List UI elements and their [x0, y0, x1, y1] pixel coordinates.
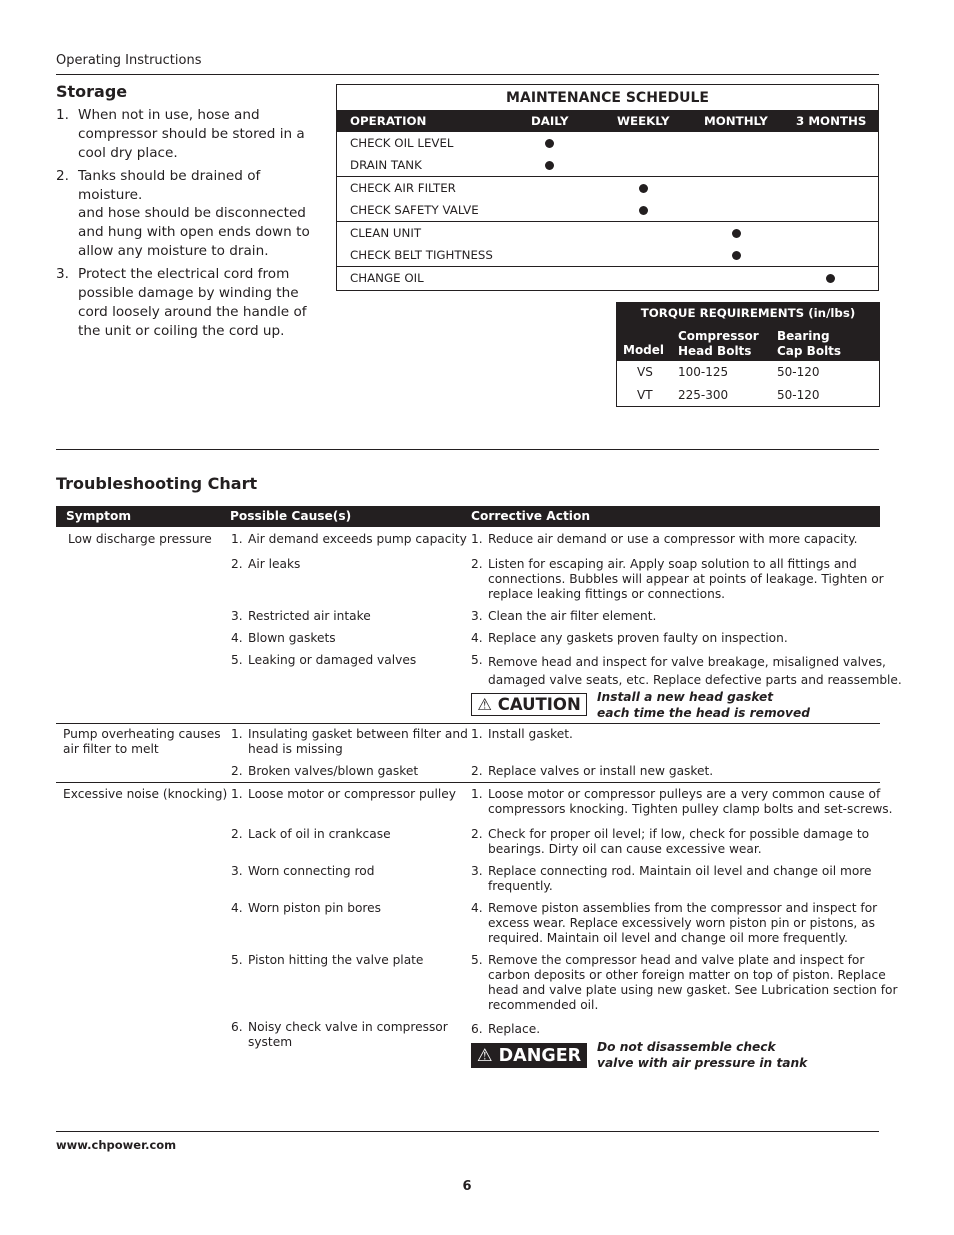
action-text: Install gasket. [488, 727, 573, 741]
action-number: 1. [471, 532, 483, 546]
action-text: Reduce air demand or use a compressor with more capacity. [488, 532, 858, 546]
maintenance-group [337, 222, 878, 267]
cause-number: 2. [231, 557, 243, 571]
cause-text: Leaking or damaged valves [248, 653, 417, 667]
troubleshooting-title: Troubleshooting Chart [56, 474, 258, 493]
storage-item: 2. Tanks should be drained of moisture. and hose should be disconnected and hung with open ends down to allow any moisture to drain. [56, 167, 310, 260]
section-header: Operating Instructions [56, 53, 202, 68]
action-number: 6. [471, 1022, 483, 1036]
cause-text: Worn connecting rod [248, 864, 375, 878]
cause-text: Blown gaskets [248, 631, 336, 645]
cause-text: Noisy check valve in compressor system [248, 1020, 448, 1049]
action-number: 5. [471, 653, 483, 667]
danger-label: ⚠ DANGER [471, 1043, 587, 1068]
col-weekly: WEEKLY [617, 114, 670, 128]
col-model: Model [623, 343, 665, 357]
cause-text: Worn piston pin bores [248, 901, 381, 915]
action-text: Replace any gaskets proven faulty on inspection. [488, 631, 788, 645]
operation-label: CHECK BELT TIGHTNESS [350, 248, 493, 262]
storage-title: Storage [56, 82, 128, 101]
action-number: 2. [471, 557, 483, 571]
cause-text: Insulating gasket between filter and head is missing [248, 727, 468, 756]
cause-number: 2. [231, 827, 243, 841]
col-symptom: Symptom [66, 509, 132, 523]
cause-text: Lack of oil in crankcase [248, 827, 391, 841]
action-text: Loose motor or compressor pulleys are a very common cause of compressors knocking. Tighten pulley clamp bolts and set-screws. [488, 787, 893, 816]
storage-item: 3. Protect the electrical cord from possible damage by winding the cord loosely around the handle of the unit or coiling the cord up. [56, 266, 307, 339]
col-cap-bolts-2: Cap Bolts [777, 344, 842, 358]
action-text: Clean the air filter element. [488, 609, 657, 623]
maintenance-row [337, 154, 878, 176]
cause-number: 2. [231, 764, 243, 778]
col-action: Corrective Action [471, 509, 590, 523]
operation-label: CHECK AIR FILTER [350, 181, 456, 195]
cause-text: Loose motor or compressor pulley [248, 787, 456, 801]
maintenance-row [337, 267, 878, 289]
schedule-dot-icon [732, 222, 741, 245]
symptom: Pump overheating causes air filter to melt [63, 727, 221, 756]
cause-number: 3. [231, 609, 243, 623]
cause-text: Air leaks [248, 557, 301, 571]
maintenance-group [337, 177, 878, 222]
maintenance-row [337, 199, 878, 221]
maintenance-schedule-table [336, 84, 879, 291]
cause-number: 4. [231, 901, 243, 915]
page-number: 6 [462, 1179, 472, 1194]
col-operation: OPERATION [350, 114, 427, 128]
cause-number: 1. [231, 532, 243, 546]
warning-triangle-icon: ⚠ [476, 1046, 493, 1066]
cause-number: 6. [231, 1020, 243, 1034]
operation-label: CLEAN UNIT [350, 226, 422, 240]
operation-label: CHECK OIL LEVEL [350, 136, 454, 150]
action-number: 2. [471, 827, 483, 841]
operation-label: CHECK SAFETY VALVE [350, 203, 479, 217]
torque-header [617, 303, 879, 361]
col-head-bolts-2: Head Bolts [678, 344, 752, 358]
maintenance-row [337, 244, 878, 266]
cause-text: Air demand exceeds pump capacity [248, 532, 467, 546]
maintenance-body [337, 132, 878, 289]
maintenance-row [337, 222, 878, 244]
action-text: Remove piston assemblies from the compressor and inspect for excess wear. Replace excessively worn piston pin or pistons, as required. Maintain oil level and change oil more frequently. [488, 901, 878, 945]
cause-number: 5. [231, 653, 243, 667]
cause-text: Piston hitting the valve plate [248, 953, 424, 967]
caution-label: ⚠ CAUTION [471, 693, 587, 716]
torque-row: VS 100-125 50-120 [637, 365, 820, 379]
cause-number: 3. [231, 864, 243, 878]
symptom: Excessive noise (knocking) [63, 787, 228, 801]
col-daily: DAILY [531, 114, 569, 128]
cause-number: 1. [231, 727, 243, 741]
schedule-dot-icon [826, 267, 835, 290]
action-number: 1. [471, 727, 483, 741]
col-causes: Possible Cause(s) [230, 509, 352, 523]
operation-label: DRAIN TANK [350, 158, 422, 172]
action-text: Replace. [488, 1022, 541, 1036]
action-text: Listen for escaping air. Apply soap solution to all fittings and connections. Bubbles will appear at points of leakage. Tighten or replace leaking fittings or connections. [488, 557, 884, 601]
action-text: Check for proper oil level; if low, check for possible damage to bearings. Dirty oil can cause excessive wear. [488, 827, 870, 856]
col-cap-bolts-1: Bearing [777, 329, 830, 343]
storage-item: 1. When not in use, hose and compressor should be stored in a cool dry place. [56, 107, 305, 161]
action-text: Replace valves or install new gasket. [488, 764, 714, 778]
action-number: 3. [471, 609, 483, 623]
col-3-months: 3 MONTHS [796, 114, 867, 128]
col-head-bolts-1: Compressor [678, 329, 759, 343]
divider [56, 1131, 879, 1132]
schedule-dot-icon [639, 177, 648, 200]
action-number: 4. [471, 901, 483, 915]
storage-list [56, 106, 326, 345]
danger-text: Do not disassemble check valve with air pressure in tank [597, 1040, 808, 1070]
caution-text: Install a new head gasket each time the head is removed [597, 690, 810, 720]
maintenance-header-row [337, 110, 878, 132]
torque-row: VT 225-300 50-120 [637, 388, 820, 402]
schedule-dot-icon [639, 199, 648, 222]
cause-text: Restricted air intake [248, 609, 371, 623]
col-monthly: MONTHLY [704, 114, 768, 128]
torque-table [616, 302, 880, 407]
cause-number: 4. [231, 631, 243, 645]
action-text: Remove the compressor head and valve plate and inspect for carbon deposits or other foreign matter on top of piston. Replace head and valve plate using new gasket. See Lubrication section for recommended oil. [488, 953, 898, 1012]
maintenance-row [337, 177, 878, 199]
troubleshooting-header-row [56, 506, 880, 527]
maintenance-row [337, 132, 878, 154]
action-number: 2. [471, 764, 483, 778]
divider [56, 449, 879, 450]
divider [56, 74, 879, 75]
action-text: Remove head and inspect for valve breakage, misaligned valves, damaged valve seats, etc. Replace defective parts and reassemble. [488, 655, 902, 687]
footer-url: www.chpower.com [56, 1138, 177, 1152]
maintenance-group [337, 267, 878, 289]
warning-triangle-icon: ⚠ [477, 695, 493, 714]
action-number: 1. [471, 787, 483, 801]
maintenance-group [337, 132, 878, 177]
torque-title: TORQUE REQUIREMENTS (in/lbs) [640, 306, 856, 320]
cause-text: Broken valves/blown gasket [248, 764, 419, 778]
action-number: 4. [471, 631, 483, 645]
action-text: Replace connecting rod. Maintain oil level and change oil more frequently. [488, 864, 872, 893]
schedule-dot-icon [545, 154, 554, 177]
row-divider [56, 723, 880, 724]
row-divider [56, 782, 880, 783]
operation-label: CHANGE OIL [350, 271, 424, 285]
action-number: 5. [471, 953, 483, 967]
maintenance-title: MAINTENANCE SCHEDULE [506, 90, 709, 106]
action-number: 3. [471, 864, 483, 878]
schedule-dot-icon [545, 132, 554, 155]
schedule-dot-icon [732, 244, 741, 267]
symptom: Low discharge pressure [68, 532, 212, 546]
cause-number: 1. [231, 787, 243, 801]
cause-number: 5. [231, 953, 243, 967]
